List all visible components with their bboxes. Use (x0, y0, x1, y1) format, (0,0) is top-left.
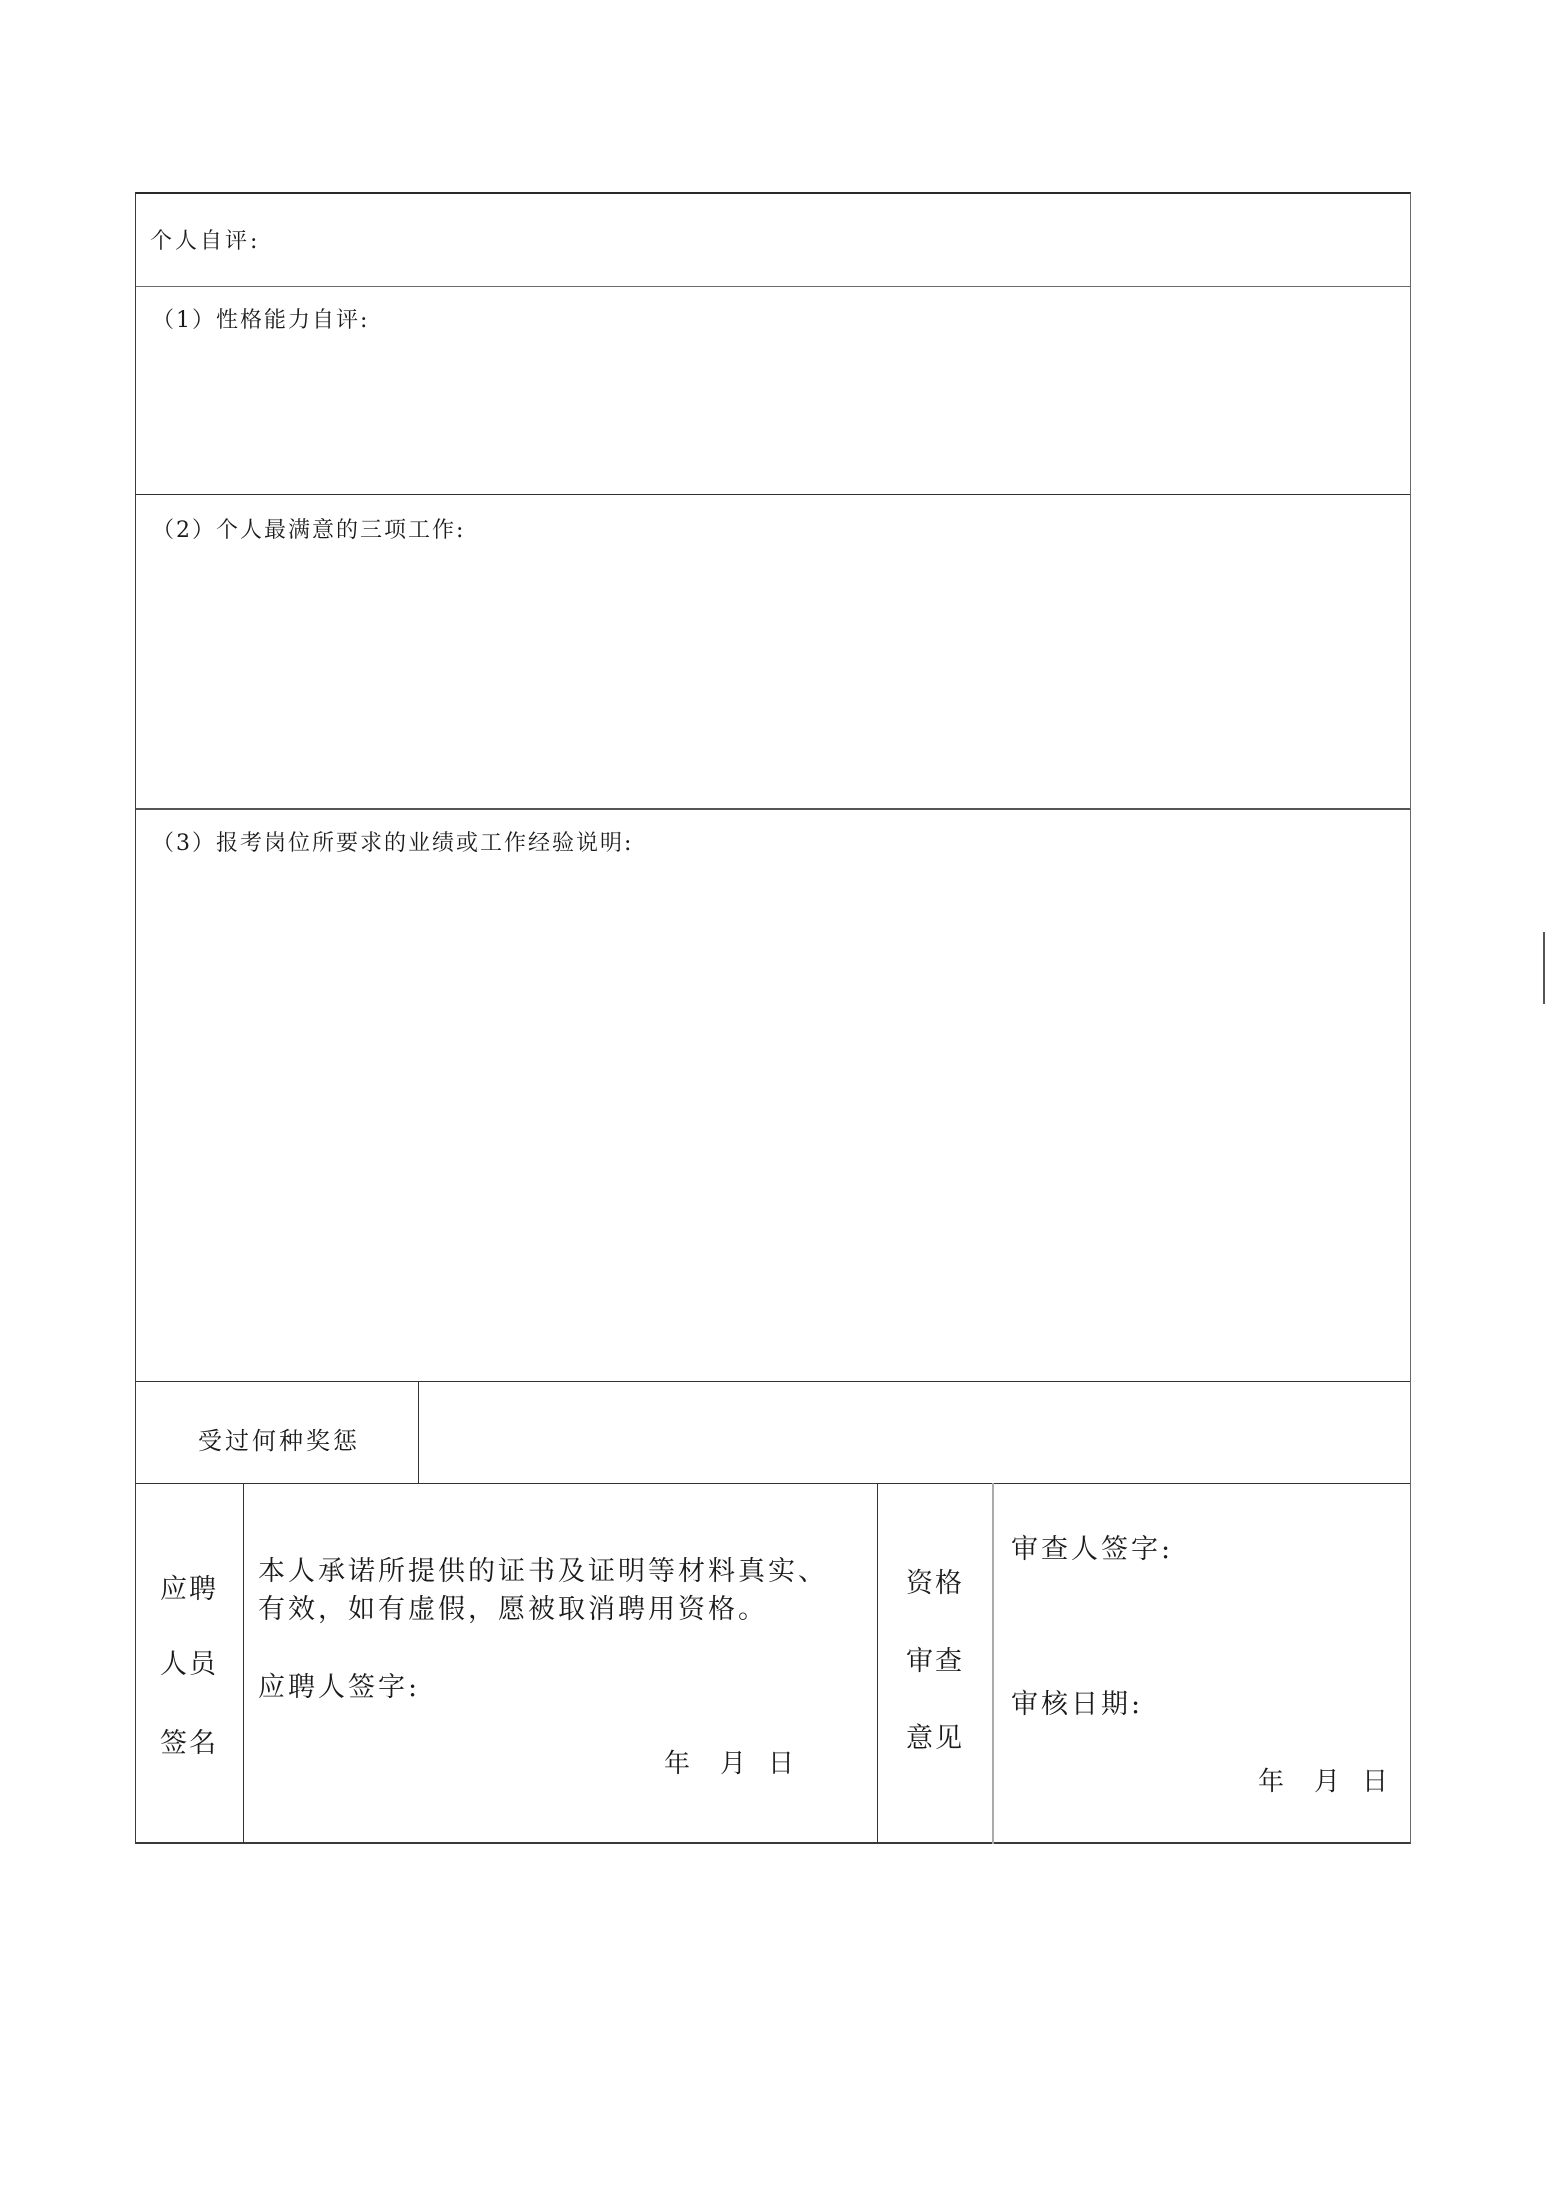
reviewer-signature-field[interactable] (1176, 1526, 1396, 1576)
applicant-signature-label: 应聘人签字: (258, 1672, 421, 1703)
date-year: 年 (664, 1749, 691, 1779)
row-divider (136, 1381, 1410, 1382)
reviewer-signature-label: 审查人签字: (1011, 1534, 1174, 1565)
review-date-field[interactable] (1146, 1681, 1396, 1731)
review-label-divider (992, 1483, 994, 1844)
row-divider (136, 494, 1410, 495)
commitment-line-1: 本人承诺所提供的证书及证明等材料真实、 (258, 1556, 828, 1587)
date-day: 日 (768, 1749, 795, 1779)
row-divider (136, 1483, 1410, 1484)
applicant-label-divider (243, 1483, 244, 1844)
self-evaluation-label: 个人自评: (150, 229, 261, 254)
review-label-line-1: 资格 (906, 1568, 964, 1599)
applicant-label-line-1: 应聘 (160, 1574, 218, 1605)
applicant-review-divider (877, 1483, 878, 1844)
review-label-line-2: 审查 (906, 1646, 964, 1677)
page-edge-scroll-indicator (1543, 932, 1545, 1004)
commitment-line-2: 有效，如有虚假，愿被取消聘用资格。 (258, 1594, 768, 1625)
applicant-signature-date (664, 1751, 794, 1777)
section-3-input-area[interactable] (136, 810, 1410, 1381)
review-label-line-3: 意见 (906, 1723, 964, 1754)
applicant-signature-field[interactable] (436, 1664, 856, 1714)
section-3-label: （3）报考岗位所要求的业绩或工作经验说明: (152, 831, 634, 856)
section-2-input-area[interactable] (136, 496, 1410, 808)
date-month: 月 (720, 1749, 747, 1779)
date-month: 月 (1314, 1767, 1341, 1797)
awards-label: 受过何种奖惩 (198, 1427, 360, 1455)
section-1-label: （1）性格能力自评: (152, 308, 370, 333)
date-year: 年 (1258, 1767, 1285, 1797)
date-day: 日 (1362, 1767, 1389, 1797)
applicant-label-line-3: 签名 (160, 1728, 218, 1759)
awards-input-area[interactable] (420, 1383, 1410, 1483)
awards-column-divider (418, 1381, 419, 1483)
application-form-table (135, 192, 1411, 1844)
review-date (1258, 1769, 1388, 1795)
section-1-input-area[interactable] (136, 288, 1410, 494)
section-2-label: （2）个人最满意的三项工作: (152, 518, 466, 543)
row-divider (136, 286, 1410, 287)
applicant-label-line-2: 人员 (160, 1649, 218, 1680)
review-date-label: 审核日期: (1011, 1689, 1144, 1720)
